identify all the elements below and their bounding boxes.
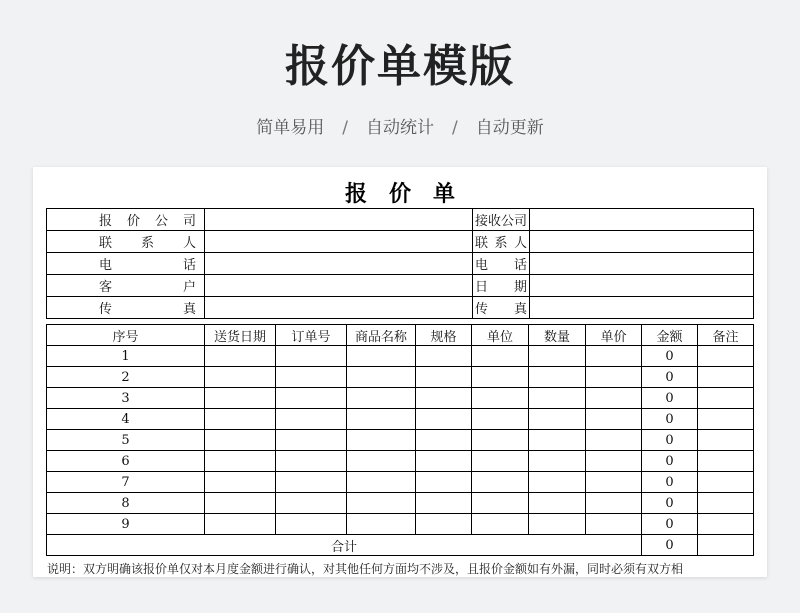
info-value-contact-right[interactable] (530, 231, 754, 253)
tagline-separator: / (342, 118, 348, 138)
table-cell[interactable] (698, 493, 754, 514)
info-row (47, 231, 754, 253)
note-text: 说明：双方明确该报价单仅对本月度金额进行确认，对其他任何方面均不涉及，且报价金额如有外漏，同时必须有双方相 (47, 562, 684, 576)
info-value-customer[interactable] (205, 275, 473, 297)
table-cell[interactable] (347, 430, 416, 451)
col-header-amount: 金额 (642, 325, 698, 346)
table-cell[interactable] (205, 430, 276, 451)
table-cell[interactable] (205, 493, 276, 514)
table-row (47, 430, 754, 451)
table-row (47, 346, 754, 367)
info-value-fax[interactable] (205, 297, 473, 319)
table-cell[interactable] (698, 367, 754, 388)
table-cell[interactable] (276, 388, 347, 409)
table-row (47, 514, 754, 535)
table-cell[interactable] (276, 451, 347, 472)
col-header-unit-price: 单价 (586, 325, 642, 346)
info-label-fax: 传真 (47, 297, 205, 319)
table-row (47, 367, 754, 388)
row-number: 4 (47, 409, 205, 430)
table-cell[interactable] (472, 367, 529, 388)
row-number: 2 (47, 367, 205, 388)
table-cell[interactable] (472, 514, 529, 535)
row-amount: 0 (642, 430, 698, 451)
table-cell[interactable] (276, 367, 347, 388)
row-number: 9 (47, 514, 205, 535)
table-cell[interactable] (347, 388, 416, 409)
row-amount: 0 (642, 388, 698, 409)
table-cell[interactable] (586, 514, 642, 535)
table-cell[interactable] (416, 430, 472, 451)
table-cell[interactable] (276, 493, 347, 514)
row-amount: 0 (642, 451, 698, 472)
info-label-phone-right: 电话 (473, 253, 530, 275)
row-amount: 0 (642, 409, 698, 430)
table-cell[interactable] (529, 367, 586, 388)
info-table (46, 208, 754, 319)
col-header-unit: 单位 (472, 325, 529, 346)
table-cell[interactable] (586, 367, 642, 388)
table-cell[interactable] (698, 451, 754, 472)
table-cell[interactable] (416, 493, 472, 514)
info-value-phone[interactable] (205, 253, 473, 275)
table-cell[interactable] (205, 346, 276, 367)
table-cell[interactable] (529, 514, 586, 535)
row-number: 3 (47, 388, 205, 409)
table-cell[interactable] (586, 451, 642, 472)
table-cell[interactable] (586, 409, 642, 430)
table-cell[interactable] (586, 430, 642, 451)
table-cell[interactable] (472, 472, 529, 493)
table-cell[interactable] (529, 472, 586, 493)
tagline-item-easy: 简单易用 (256, 118, 325, 138)
table-cell[interactable] (472, 451, 529, 472)
table-cell[interactable] (586, 388, 642, 409)
row-amount: 0 (642, 493, 698, 514)
info-label-receive-company: 接收公司 (473, 209, 530, 231)
table-cell[interactable] (416, 472, 472, 493)
table-cell[interactable] (347, 472, 416, 493)
row-amount: 0 (642, 472, 698, 493)
table-cell[interactable] (347, 367, 416, 388)
sheet-title: 报 价 单 (344, 181, 455, 207)
table-cell[interactable] (205, 514, 276, 535)
info-value-quote-company[interactable] (205, 209, 473, 231)
table-row (47, 388, 754, 409)
tagline-item-auto-update: 自动更新 (475, 118, 544, 138)
row-number: 6 (47, 451, 205, 472)
table-cell[interactable] (416, 451, 472, 472)
table-cell[interactable] (586, 346, 642, 367)
table-cell[interactable] (698, 409, 754, 430)
table-cell[interactable] (347, 451, 416, 472)
table-cell[interactable] (698, 514, 754, 535)
table-cell[interactable] (472, 388, 529, 409)
info-value-fax-right[interactable] (530, 297, 754, 319)
table-cell[interactable] (347, 493, 416, 514)
table-cell[interactable] (205, 451, 276, 472)
table-cell[interactable] (529, 430, 586, 451)
tagline (0, 113, 800, 138)
table-cell[interactable] (347, 346, 416, 367)
info-label-quote-company: 报价公司 (47, 209, 205, 231)
row-number: 5 (47, 430, 205, 451)
info-label-contact-right: 联系人 (473, 231, 530, 253)
info-row (47, 253, 754, 275)
table-cell[interactable] (586, 472, 642, 493)
info-row (47, 275, 754, 297)
info-row (47, 297, 754, 319)
table-cell[interactable] (416, 346, 472, 367)
table-cell[interactable] (529, 493, 586, 514)
quote-sheet (33, 167, 767, 577)
info-value-date[interactable] (530, 275, 754, 297)
table-row (47, 493, 754, 514)
items-header-row (47, 325, 754, 346)
total-row (47, 535, 754, 556)
table-cell[interactable] (205, 472, 276, 493)
row-number: 7 (47, 472, 205, 493)
col-header-quantity: 数量 (529, 325, 586, 346)
table-cell[interactable] (698, 472, 754, 493)
table-cell[interactable] (698, 388, 754, 409)
info-value-contact[interactable] (205, 231, 473, 253)
table-cell[interactable] (416, 514, 472, 535)
col-header-order-no: 订单号 (276, 325, 347, 346)
row-amount: 0 (642, 514, 698, 535)
col-header-no: 序号 (47, 325, 205, 346)
info-label-customer: 客户 (47, 275, 205, 297)
row-number: 8 (47, 493, 205, 514)
row-amount: 0 (642, 367, 698, 388)
table-cell[interactable] (529, 388, 586, 409)
table-cell[interactable] (416, 388, 472, 409)
table-row (47, 472, 754, 493)
table-cell[interactable] (205, 409, 276, 430)
tagline-item-auto-stats: 自动统计 (366, 118, 434, 138)
col-header-product-name: 商品名称 (347, 325, 416, 346)
table-cell[interactable] (529, 409, 586, 430)
table-cell[interactable] (472, 493, 529, 514)
table-cell[interactable] (416, 409, 472, 430)
col-header-spec: 规格 (416, 325, 472, 346)
total-remark-cell[interactable] (698, 535, 754, 556)
table-cell[interactable] (276, 346, 347, 367)
info-label-date: 日期 (473, 275, 530, 297)
table-row (47, 409, 754, 430)
table-cell[interactable] (416, 367, 472, 388)
items-table (46, 324, 754, 556)
table-cell[interactable] (698, 346, 754, 367)
table-cell[interactable] (529, 451, 586, 472)
col-header-delivery-date: 送货日期 (205, 325, 276, 346)
col-header-remark: 备注 (698, 325, 754, 346)
table-cell[interactable] (276, 430, 347, 451)
info-label-contact: 联系人 (47, 231, 205, 253)
table-cell[interactable] (347, 409, 416, 430)
table-row (47, 451, 754, 472)
table-cell[interactable] (472, 409, 529, 430)
table-cell[interactable] (698, 430, 754, 451)
info-label-phone: 电话 (47, 253, 205, 275)
info-value-phone-right[interactable] (530, 253, 754, 275)
info-value-receive-company[interactable] (530, 209, 754, 231)
table-cell[interactable] (205, 367, 276, 388)
row-number: 1 (47, 346, 205, 367)
table-cell[interactable] (276, 472, 347, 493)
tagline-separator: / (452, 118, 458, 138)
page-title: 报价单模版 (285, 41, 515, 92)
table-cell[interactable] (347, 514, 416, 535)
total-label: 合计 (47, 535, 642, 556)
info-row (47, 209, 754, 231)
table-cell[interactable] (472, 346, 529, 367)
table-cell[interactable] (205, 388, 276, 409)
row-amount: 0 (642, 346, 698, 367)
total-amount: 0 (642, 535, 698, 556)
table-cell[interactable] (472, 430, 529, 451)
table-cell[interactable] (586, 493, 642, 514)
info-label-fax-right: 传真 (473, 297, 530, 319)
table-cell[interactable] (276, 514, 347, 535)
table-cell[interactable] (529, 346, 586, 367)
table-cell[interactable] (276, 409, 347, 430)
